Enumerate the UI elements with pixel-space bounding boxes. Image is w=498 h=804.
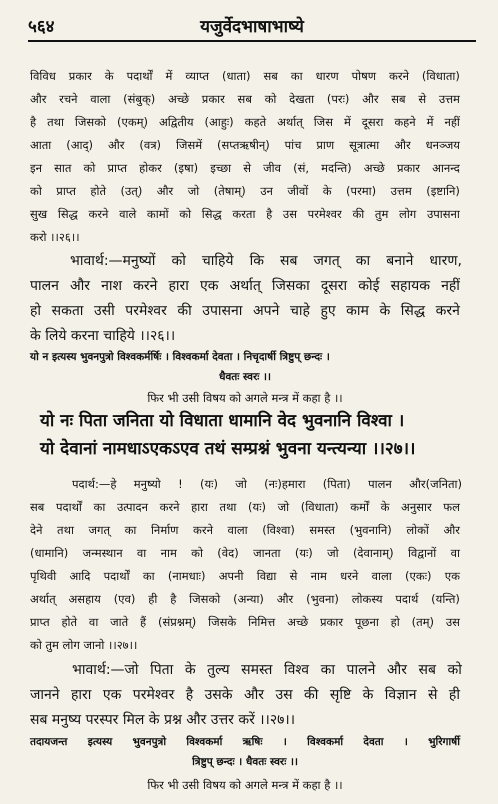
bhavartha-line: भावार्थ:—मनुष्यों को चाहिये कि सब जगत् का बनाने धारण, [70, 253, 462, 269]
page-number: ५६४ [28, 17, 55, 37]
text-line: और रचने वाला (संबुक्) अच्छे प्रकार सब को देखता (परः) और सब से उत्तम [30, 92, 460, 106]
mantra-line-2: यो देवानां नामधाऽएकऽएव तथं सम्प्रश्नं भुवना यन्त्यन्या ।।२७।। [40, 439, 416, 459]
bhavartha-line: हो सकता उसी परमेश्वर की उपासना अपने चाहे हुए काम के सिद्ध करने [30, 303, 460, 319]
text-line: है तथा जिसको (एकम्) अद्वितीय (आहुः) कहते अर्थात् जिस में दूसरा कहने में नहीं [30, 115, 460, 129]
bhavartha-line: जानने हारा एक परमेश्वर है उसके और उस की सृष्टि के विज्ञान से ही [30, 687, 460, 703]
text-line: को तुम लोग जानो ।।२७।। [30, 638, 138, 652]
text-line: इन सात को प्राप्त होकर (इषा) इच्छा से जीव (सं, मदन्ति) अच्छे प्रकार आनन्द [30, 161, 460, 175]
text-line: (धामानि) जन्मस्थान वा नाम को (वेद) जानता (यः) जो (देवानाम्) विद्वानों वा [30, 546, 460, 560]
rishi-devata-line: तदायजन्त इत्यस्य भुवनपुत्रो विश्वकर्मा ऋषिः । विश्वकर्मा देवता । भुरिगार्षी [30, 736, 460, 748]
text-line: प्राप्त होते वा जाते हैं (संप्रश्नम्) जिसके निमित्त अच्छे प्रकार पूछना हो (तम्) उस [30, 615, 460, 629]
rishi-devata-line: यो न इत्यस्य भुवनपुत्रो विश्वकर्मर्षिः । विश्वकर्मा देवता । निचृदार्षी त्रिष्टुप् छन्दः । [30, 351, 330, 363]
chhanda-svara-line: त्रिष्टुप् छन्दः । धैवतः स्वरः ।। [192, 756, 298, 768]
text-line: को प्राप्त होते (उत्) और जो (तेषाम्) उन जीवों के (परमा) उत्तम (इष्टानि) [30, 184, 460, 198]
intro-line: फिर भी उसी विषय को अगले मन्त्र में कहा है ।। [147, 391, 343, 405]
intro-line: फिर भी उसी विषय को अगले मन्त्र में कहा है ।। [147, 778, 343, 792]
padartha-line: पदार्थ:—हे मनुष्यो ! (यः) जो (नः)हमारा (पिता) पालन और(जनिता) [72, 477, 462, 491]
text-line: पृथिवी आदि पदार्थों का (नामधाः) अपनी विद्या से नाम धरने वाला (एकः) एक [30, 569, 460, 583]
svara-line: धैवतः स्वरः ।। [218, 371, 271, 383]
text-line: करो ।।२६।। [30, 230, 80, 244]
text-line: देने तथा जगत् का निर्माण करने वाला (विश्वा) समस्त (भुवनानि) लोकों और [30, 523, 460, 537]
bhavartha-line: सब मनुष्य परस्पर मिल के प्रश्न और उत्तर करें ।।२७।। [30, 712, 296, 728]
mantra-line-1: यो नः पिता जनिता यो विधाता धामानि वेद भुवनानि विश्वा । [40, 411, 405, 431]
bhavartha-line: के लिये करना चाहिये ।।२६।। [30, 328, 176, 344]
text-line: सब पदार्थों का उत्पादन करने हारा तथा (यः) जो (विधाता) कर्मों के अनुसार फल [30, 500, 460, 514]
text-line: आता (आद्) और (वत्र) जिसमें (सप्तऋषीन्) पांच प्राण सूत्रात्मा और धनञ्जय [30, 138, 460, 152]
text-line: अर्थात् असहाय (एव) ही है जिसको (अन्या) और (भुवना) लोकस्य पदार्थ (यन्ति) [30, 592, 460, 606]
page-header [28, 10, 476, 42]
text-line: सुख सिद्ध करने वाले कामों को सिद्ध करता है उस परमेश्वर की तुम लोग उपासना [30, 207, 460, 221]
bhavartha-line: भावार्थ:—जो पिता के तुल्य समस्त विश्व का पालने और सब को [72, 662, 462, 678]
bhavartha-line: पालन और नाश करने हारा एक अर्थात् जिसका दूसरा कोई सहायक नहीं [30, 278, 460, 294]
text-line: विविध प्रकार के पदार्थों में व्याप्त (धाता) सब का धारण पोषण करने (विधाता) [30, 69, 460, 83]
running-title: यजुर्वेदभाषाभाष्ये [200, 17, 304, 37]
